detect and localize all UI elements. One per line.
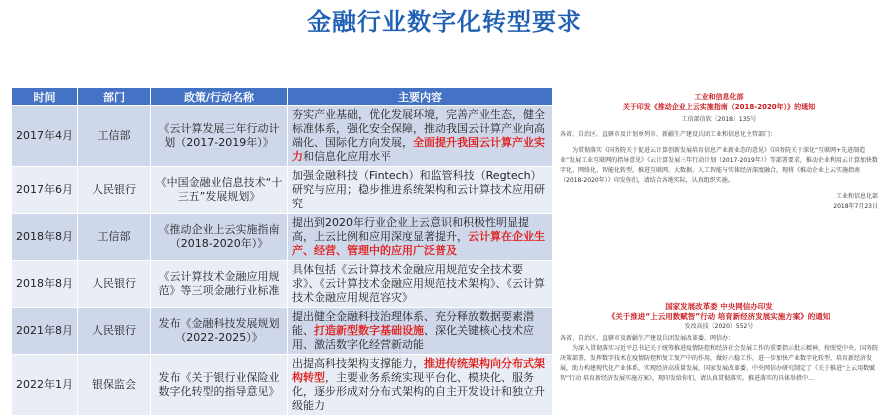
cell-dept: 工信部 <box>78 106 151 167</box>
content-text: 夯实产业基础，优化发展环境，完善产业生态，健全标准体系，强化安全保障，推动我国云计算产业向高端化、国际化方向发展， <box>292 108 545 149</box>
notice-document-1 <box>560 92 878 262</box>
policy-table <box>11 87 553 416</box>
header-policy: 政策/行动名称 <box>151 88 288 106</box>
doc2-org: 国家发展改革委 中央网信办印发 <box>665 302 773 311</box>
table-header-row <box>12 88 553 106</box>
cell-dept: 银保监会 <box>78 355 151 416</box>
doc2-number: 发改高技〔2020〕552号 <box>684 323 754 330</box>
doc1-org: 工业和信息化部 <box>694 93 744 101</box>
highlight-text: 打造新型数字基础设施 <box>314 324 424 337</box>
highlight-text: 推进传统架构向分布式架构转型 <box>292 357 545 384</box>
doc2-title: 《关于推进“上云用数赋智”行动 培育新经济发展实施方案》的通知 <box>607 312 831 321</box>
cell-dept: 人民银行 <box>78 167 151 214</box>
cell-content <box>288 261 553 308</box>
content-text: 提出到2020年行业企业上云意识和积极性明显提高，上云比例和应用深度显著提升， <box>292 216 529 243</box>
content-text: 具体包括《云计算技术金融应用规范安全技术要求》、《云计算技术金融应用规范技术架构》、《云计算技术金融应用规范容灾》 <box>292 263 545 304</box>
cell-time: 2018年8月 <box>12 261 78 308</box>
cell-time: 2017年4月 <box>12 106 78 167</box>
doc2-recipients: 各省、自治区、直辖市及新疆生产建设兵团发展改革委、网信办： <box>560 335 735 342</box>
cell-time: 2018年8月 <box>12 214 78 261</box>
cell-policy: 发布《金融科技发展规划（2022-2025）》 <box>151 308 288 355</box>
cell-dept: 工信部 <box>78 214 151 261</box>
header-dept: 部门 <box>78 88 151 106</box>
doc1-body: 为贯彻落实《国务院关于促进云计算创新发展培育信息产业新业态的意见》《国务院关于深化“互联网+先进制造业”发展工业互联网的指导意见》《云计算发展三年行动计划（2017-2019年）》等部署要求，推动企业利用云计算加快数字化、网络化、智能化转型，推进互联网、大数据、人工智能与实体经济深度融合，现将《推动企业上云实施指南（2018-2020年）》印发你们，请结合各地实际，认真组织实施。 <box>560 147 878 184</box>
cell-content <box>288 355 553 416</box>
cell-policy: 发布《关于银行业保险业数字化转型的指导意见》 <box>151 355 288 416</box>
cell-content <box>288 214 553 261</box>
cell-time: 2022年1月 <box>12 355 78 416</box>
content-text: 出提高科技架构支撑能力， <box>292 357 424 370</box>
cell-policy: 《推动企业上云实施指南（2018-2020年）》 <box>151 214 288 261</box>
doc1-date: 2018年7月23日 <box>833 203 878 210</box>
notice-document-2 <box>560 302 878 400</box>
table-row <box>12 355 553 416</box>
cell-time: 2021年8月 <box>12 308 78 355</box>
doc1-title: 关于印发《推动企业上云实施指南（2018-2020年）》的通知 <box>622 103 816 111</box>
cell-policy: 《云计算发展三年行动计划（2017-2019年）》 <box>151 106 288 167</box>
table-row <box>12 167 553 214</box>
cell-dept: 人民银行 <box>78 261 151 308</box>
highlight-text: 全面提升我国云计算产业实力 <box>292 136 545 163</box>
content-text: ，主要业务系统实现平台化、模块化、服务化，逐步形成对分布式架构的自主开发设计和独立升级能力 <box>292 371 545 412</box>
content-text: 提出健全金融科技治理体系、充分释放数据要素潜能、 <box>292 310 534 337</box>
content-text: 和信息化应用水平 <box>303 150 391 163</box>
highlight-text: 云计算在企业生产、经营、管理中的应用广泛普及 <box>292 230 545 257</box>
cell-policy: 《云计算技术金融应用规范》等三项金融行业标准 <box>151 261 288 308</box>
cell-content <box>288 167 553 214</box>
doc1-signature: 工业和信息化部 <box>835 193 878 200</box>
cell-dept: 人民银行 <box>78 308 151 355</box>
cell-policy: 《中国金融业信息技术“十三五”发展规划》 <box>151 167 288 214</box>
header-time: 时间 <box>12 88 78 106</box>
table-row <box>12 308 553 355</box>
cell-content <box>288 106 553 167</box>
content-text: 加强金融科技（Fintech）和监管科技（Regtech）研究与应用；稳步推进系统架构和云计算技术应用研究 <box>292 169 545 210</box>
cell-time: 2017年6月 <box>12 167 78 214</box>
doc1-number: 工信部信软〔2018〕135号 <box>681 116 757 123</box>
table-row <box>12 261 553 308</box>
header-content: 主要内容 <box>288 88 553 106</box>
doc1-recipients: 各省、自治区、直辖市及计划单列市、新疆生产建设兵团工业和信息化主管部门： <box>560 131 777 138</box>
table-row <box>12 106 553 167</box>
page-title: 金融行业数字化转型要求 <box>307 8 582 36</box>
doc2-body: 为深入贯彻落实习近平总书记关于统筹推进疫情防控和经济社会发展工作的重要指示批示精神，按照党中央、国务院决策部署，发挥数字技术在疫情防控和复工复产中的作用，做好六稳工作，进一步加快产业数字化转型，培育新经济发展，助力构建现代化产业体系，实现经济高质量发展，国家发展改革委、中央网信办研究制定了《关于推进“上云用数赋智”行动 培育新经济发展实施方案》，现印发给你们，请认真贯彻落实。推进落实的具体举措中… <box>560 345 879 382</box>
table-row <box>12 214 553 261</box>
content-text: 、深化关键核心技术应用、激活数字化经营新动能 <box>292 324 534 351</box>
cell-content <box>288 308 553 355</box>
